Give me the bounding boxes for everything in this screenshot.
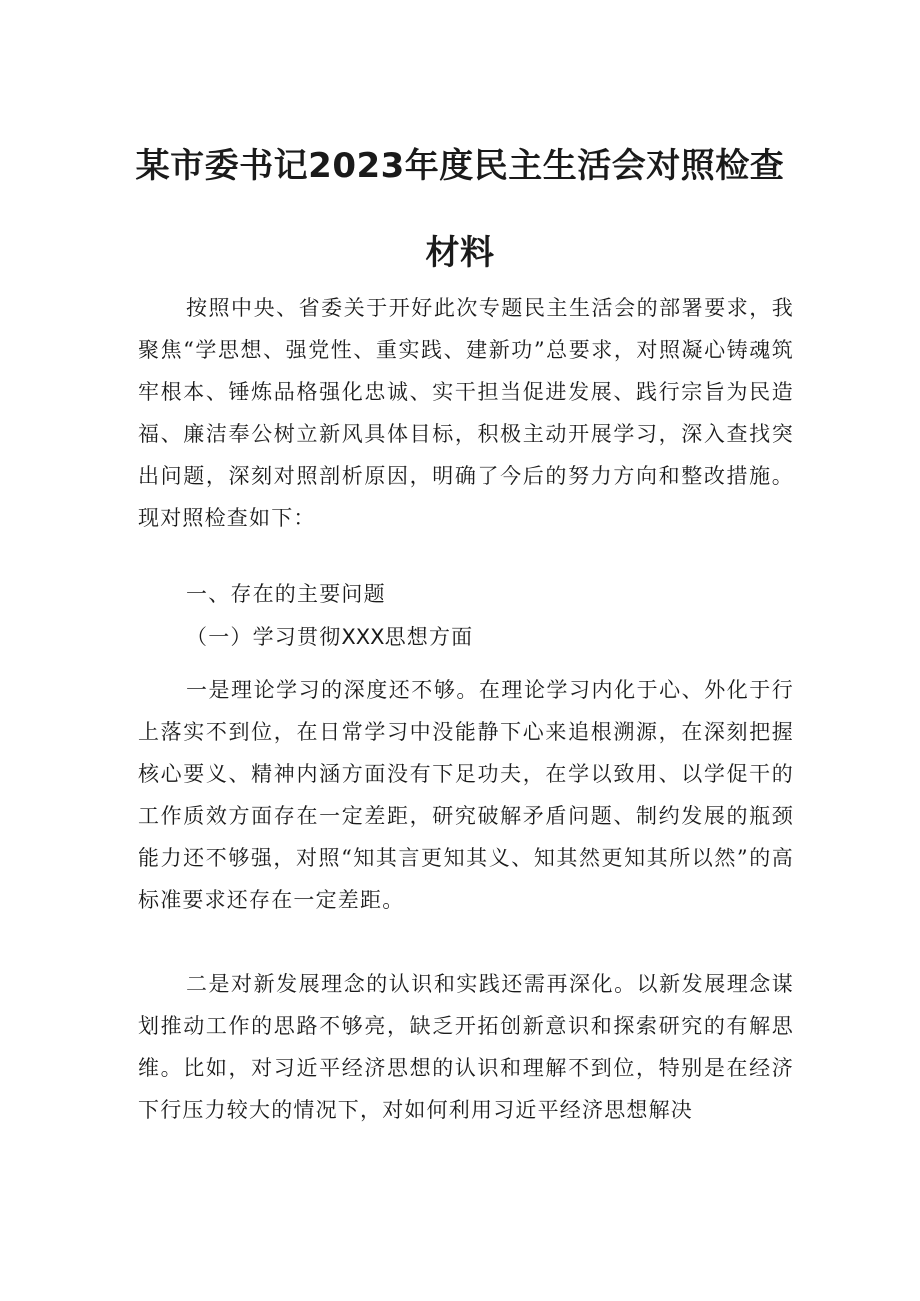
- body-paragraph-2: 二是对新发展理念的认识和实践还需再深化。以新发展理念谋划推动工作的思路不够亮，缺乏开拓创新意识和探索研究的有解思维。比如，对习近平经济思想的认识和理解不到位，特别是在经济下行压力较大的情况下，对如何利用习近平经济思想解决: [138, 972, 794, 1122]
- subsection-heading-prefix: （一）学习贯彻: [186, 625, 342, 649]
- document-title-line-2: 材料: [425, 233, 495, 273]
- body-paragraph-1: 一是理论学习的深度还不够。在理论学习内化于心、外化于行上落实不到位，在日常学习中没能静下心来追根溯源，在深刻把握核心要义、精神内涵方面没有下足功夫，在学以致用、以学促干的工作质效方面存在一定差距，研究破解矛盾问题、制约发展的瓶颈能力还不够强，对照“知其言更知其义、知其然更知其所以然”的高标准要求还存在一定差距。: [138, 678, 794, 912]
- subsection-heading-suffix: 思想方面: [384, 625, 474, 649]
- document-title-line-1: 某市委书记2023年度民主生活会对照检查: [135, 146, 785, 186]
- subsection-heading-1: [186, 616, 786, 658]
- subsection-heading-placeholder: XXX: [341, 625, 385, 649]
- section-heading-1: 一、存在的主要问题: [186, 582, 386, 606]
- intro-paragraph: 按照中央、省委关于开好此次专题民主生活会的部署要求，我聚焦“学思想、强党性、重实践、建新功”总要求，对照凝心铸魂筑牢根本、锤炼品格强化忠诚、实干担当促进发展、践行宗旨为民造福、廉洁奉公树立新风具体目标，积极主动开展学习，深入查找突出问题，深刻对照剖析原因，明确了今后的努力方向和整改措施。现对照检查如下：: [138, 296, 794, 530]
